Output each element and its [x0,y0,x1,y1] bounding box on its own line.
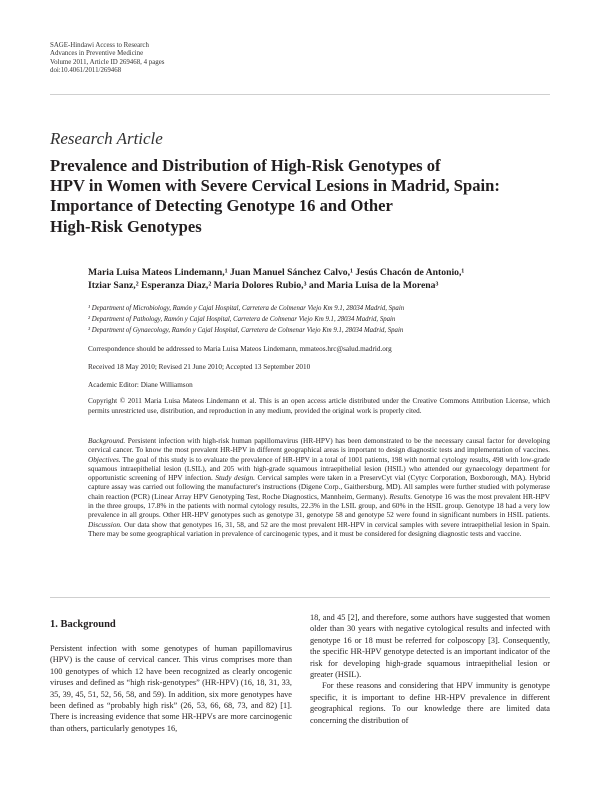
title-line: Prevalence and Distribution of High-Risk Genotypes of [50,156,441,175]
authors-line: Maria Luisa Mateos Lindemann,¹ Juan Manuel Sánchez Calvo,¹ Jesús Chacón de Antonio,¹ [88,267,465,278]
body-column-right [310,612,550,726]
article-dates: Received 18 May 2010; Revised 21 June 2010; Accepted 13 September 2010 [88,363,311,371]
journal-header [50,42,164,76]
academic-editor: Academic Editor: Diane Williamson [88,381,193,389]
abstract-divider [50,597,550,598]
section-heading: 1. Background [50,619,116,630]
affiliations [88,304,404,336]
body-paragraph: 18, and 45 [2], and therefore, some authors have suggested that women older than 30 years with negative cytological results and infected with genotype 16 or 18 must be referred for colposcopy [3]. Consequently, the specific HR-HPV genotype detected is an important indicator of the risk for developing high-grade squamous intraepithelial lesion or greater (HSIL). [310,613,550,680]
correspondence: Correspondence should be addressed to Maria Luisa Mateos Lindemann, mmateos.hrc@salud.madrid.org [88,345,392,353]
abstract-label-background: Background. [88,436,126,445]
body-paragraph: For these reasons and considering that HPV immunity is genotype specific, it is important to define HR-HPV prevalence in different geographical regions. To our knowledge there are limited data concerning the distribution of [310,681,550,725]
journal-publisher: SAGE-Hindawi Access to Research [50,42,149,49]
paper-title [50,156,550,237]
abstract-label-discussion: Discussion. [88,519,122,529]
abstract-discussion: Our data show that genotypes 16, 31, 58, and 52 are the most prevalent HR-HPV in cervical samples with severe intraepithelial lesion in Spain. There may be some geographical variation in prevalence of carcinogenic types, and it must be considered for designing diagnostic tests and vaccine. [88,519,550,538]
title-line: HPV in Women with Severe Cervical Lesions in Madrid, Spain: [50,176,500,196]
authors-line: Itziar Sanz,² Esperanza Diaz,² Maria Dolores Rubio,³ and Maria Luisa de la Morena³ [88,280,439,291]
body-column-left [50,643,292,734]
journal-name: Advances in Preventive Medicine [50,50,144,58]
abstract [88,436,550,538]
body-paragraph: Persistent infection with some genotypes of human papillomavirus (HPV) is the cause of cervical cancer. This virus comprises more than 100 genotypes of which 12 have been recognized as clearly oncogenic viruses and defined as “high risk-genotypes” (HR-HPV) (16, 18, 31, 33, 35, 39, 45, 51, 52, 56, 58, and 59). In addition, six more genotypes have been defined as “probably high risk” (26, 53, 66, 68, 73, and 82) [1]. There is increasing evidence that some HR-HPVs are more carcinogenic than others, particularly genotypes 16, [50,644,292,733]
abstract-label-results: Results. [389,491,413,501]
abstract-objectives: The goal of this study is to evaluate the prevalence of HR-HPV in a total of 1001 patients, 198 with normal cytology results, 498 with low-grade squamous intraepithelial lesion (LSIL), and 205 with high-grade squamous intraepithelial lesion (HSIL) who attended our gynaecology department for opportunistic screening of HPV infection. [88,454,550,483]
copyright-notice: Copyright © 2011 Maria Luisa Mateos Lindemann et al. This is an open access article distributed under the Creative Commons Attribution License, which permits unrestricted use, distribution, and reproduction in any medium, provided the original work is properly cited. [88,397,550,415]
abstract-design: Cervical samples were taken in a PreservCyt vial (Cytyc Corporation, Boxborough, MA). Hybrid capture assay was carried out following the manufacturer's instructions (Digene Corp., Gaithersburg, MD). All samples were further studied with polymerase chain reaction (PCR) (Linear Array HPV Genotyping Test, Roche Diagnostics, Mannheim, Germany). [88,473,551,501]
abstract-results: Genotype 16 was the most prevalent HR-HPV in the three groups, 17.8% in the patients with normal cytology results, 22.3% in the LSIL group, and 60% in the HSIL group. Genotype 18 had a very low prevalence in all groups. Other HR-HPV genotypes such as genotype 31, genotype 58 and genotype 52 were found in significant numbers in HSIL patients. [88,491,550,520]
title-line: High-Risk Genotypes [50,216,202,236]
affiliation-3: ³ Department of Gynaecology, Ramón y Cajal Hospital, Carretera de Colmenar Viejo Km 9.1, 28034 Madrid, Spain [88,326,404,334]
journal-doi: doi:10.4061/2011/269468 [50,67,122,75]
title-line: Importance of Detecting Genotype 16 and Other [50,196,393,216]
abstract-background: Persistent infection with high-risk human papillomavirus (HR-HPV) has been demonstrated to be the necessary causal factor for developing cervical cancer. To know the most prevalent HR-HPV in different geographical areas is important to design diagnostic tests and implementation of vaccines. [88,436,550,455]
journal-volume: Volume 2011, Article ID 269468, 4 pages [50,58,165,66]
abstract-label-design: Study design. [215,473,255,483]
abstract-label-objectives: Objectives. [88,454,121,464]
author-list [88,266,558,292]
article-type: Research Article [50,129,163,148]
affiliation-1: ¹ Department of Microbiology, Ramón y Cajal Hospital, Carretera de Colmenar Viejo Km 9.1, 28034 Madrid, Spain [88,305,405,312]
header-divider [50,94,550,95]
affiliation-2: ² Department of Pathology, Ramón y Cajal Hospital, Carretera de Colmenar Viejo Km 9.1, 28034 Madrid, Spain [88,315,396,323]
